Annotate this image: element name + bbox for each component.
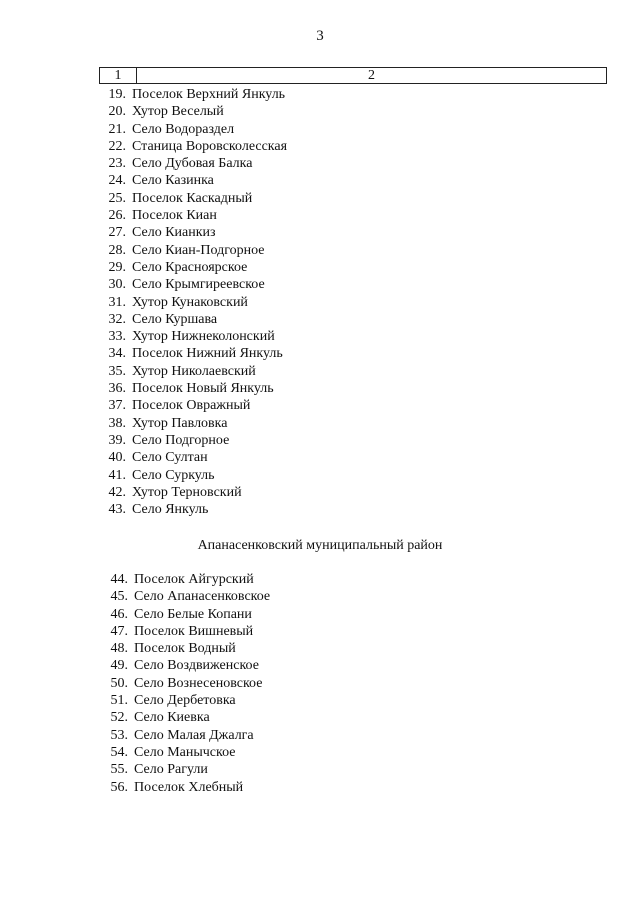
- list-item: [0, 640, 270, 657]
- item-number: 56.: [110, 779, 128, 795]
- list-item: [0, 86, 287, 103]
- settlement-list-2: [0, 571, 270, 796]
- list-item: [0, 744, 270, 761]
- item-number: 22.: [108, 138, 126, 154]
- item-name: Село Дубовая Балка: [132, 156, 253, 172]
- item-number: 39.: [108, 432, 126, 448]
- item-name: Село Вознесеновское: [134, 675, 263, 691]
- list-item: [0, 345, 287, 362]
- item-name: Поселок Нижний Янкуль: [132, 346, 283, 362]
- item-name: Поселок Вишневый: [134, 623, 254, 639]
- item-number: 52.: [110, 710, 128, 726]
- list-item: [0, 172, 287, 189]
- list-item: [0, 224, 287, 241]
- list-item: [0, 761, 270, 778]
- item-number: 38.: [108, 415, 126, 431]
- list-item: [0, 380, 287, 397]
- item-name: Село Киан-Подгорное: [132, 242, 265, 258]
- item-name: Село Куршава: [132, 311, 218, 327]
- item-number: 42.: [108, 484, 126, 500]
- list-item: [0, 571, 270, 588]
- item-name: Поселок Верхний Янкуль: [132, 87, 286, 102]
- table-header-col2: 2: [368, 68, 375, 83]
- item-number: 31.: [108, 294, 126, 310]
- item-name: Село Малая Джалга: [134, 727, 254, 743]
- settlement-list-1: [0, 86, 287, 518]
- list-item: [0, 363, 287, 380]
- item-number: 54.: [110, 744, 128, 760]
- list-item: [0, 449, 287, 466]
- item-name: Село Воздвиженское: [134, 658, 259, 674]
- item-name: Хутор Терновский: [132, 484, 242, 500]
- item-number: 45.: [110, 589, 128, 605]
- item-number: 35.: [108, 363, 126, 379]
- list-item: [0, 623, 270, 640]
- list-item: [0, 259, 287, 276]
- item-name: Хутор Нижнеколонский: [132, 329, 275, 345]
- item-name: Хутор Николаевский: [132, 363, 256, 379]
- item-name: Село Султан: [132, 450, 208, 466]
- item-number: 34.: [108, 346, 126, 362]
- item-number: 27.: [108, 225, 126, 241]
- item-number: 55.: [110, 762, 128, 778]
- list-item: [0, 484, 287, 501]
- item-number: 36.: [108, 381, 126, 397]
- list-item: [0, 501, 287, 518]
- item-name: Село Манычское: [134, 744, 236, 760]
- item-name: Село Красноярское: [132, 259, 248, 275]
- item-number: 21.: [108, 121, 126, 137]
- item-name: Хутор Павловка: [132, 415, 228, 431]
- item-number: 53.: [110, 727, 128, 743]
- item-name: Поселок Киан: [132, 208, 217, 224]
- list-item: [0, 242, 287, 259]
- item-name: Село Апанасенковское: [134, 589, 271, 605]
- item-name: Село Казинка: [132, 173, 214, 189]
- item-name: Станица Воровсколесская: [132, 138, 288, 154]
- item-number: 48.: [110, 641, 128, 657]
- section-title: Апанасенковский муниципальный район: [197, 538, 443, 553]
- item-number: 43.: [108, 502, 126, 518]
- item-name: Поселок Овражный: [132, 398, 251, 414]
- item-number: 20.: [108, 104, 126, 120]
- item-number: 37.: [108, 398, 126, 414]
- list-item: [0, 415, 287, 432]
- item-name: Хутор Веселый: [132, 104, 224, 120]
- item-name: Поселок Хлебный: [134, 779, 244, 795]
- item-name: Село Янкуль: [132, 502, 209, 518]
- item-number: 47.: [110, 623, 128, 639]
- item-number: 41.: [108, 467, 126, 483]
- item-name: Село Водораздел: [132, 121, 235, 137]
- list-item: [0, 657, 270, 674]
- item-number: 49.: [110, 658, 128, 674]
- item-name: Село Дербетовка: [134, 693, 236, 709]
- item-number: 40.: [108, 450, 126, 466]
- table-header-col1: 1: [100, 68, 137, 83]
- item-name: Село Суркуль: [132, 467, 215, 483]
- item-name: Поселок Айгурский: [134, 572, 254, 587]
- item-name: Поселок Каскадный: [132, 190, 253, 206]
- item-name: Село Киевка: [134, 710, 210, 726]
- item-name: Поселок Водный: [134, 641, 236, 657]
- item-number: 26.: [108, 208, 126, 224]
- item-name: Село Кианкиз: [132, 225, 216, 241]
- item-number: 23.: [108, 156, 126, 172]
- list-item: [0, 138, 287, 155]
- table-header: [99, 67, 607, 84]
- item-name: Село Рагули: [134, 762, 208, 778]
- item-name: Село Крымгиреевское: [132, 277, 265, 293]
- list-item: [0, 727, 270, 744]
- list-item: [0, 311, 287, 328]
- list-item: [0, 588, 270, 605]
- item-name: Поселок Новый Янкуль: [132, 381, 274, 397]
- list-item: [0, 276, 287, 293]
- list-item: [0, 155, 287, 172]
- item-number: 19.: [108, 87, 126, 102]
- list-item: [0, 207, 287, 224]
- item-number: 28.: [108, 242, 126, 258]
- page-number: 3: [316, 28, 324, 44]
- item-number: 51.: [110, 693, 128, 709]
- item-number: 32.: [108, 311, 126, 327]
- list-item: [0, 328, 287, 345]
- item-number: 44.: [110, 572, 128, 587]
- list-item: [0, 709, 270, 726]
- list-item: [0, 103, 287, 120]
- list-item: [0, 294, 287, 311]
- item-number: 25.: [108, 190, 126, 206]
- list-item: [0, 121, 287, 138]
- item-number: 24.: [108, 173, 126, 189]
- list-item: [0, 606, 270, 623]
- list-item: [0, 432, 287, 449]
- list-item: [0, 397, 287, 414]
- item-number: 33.: [108, 329, 126, 345]
- list-item: [0, 190, 287, 207]
- item-name: Село Белые Копани: [134, 606, 252, 622]
- item-name: Село Подгорное: [132, 432, 230, 448]
- list-item: [0, 467, 287, 484]
- list-item: [0, 692, 270, 709]
- list-item: [0, 779, 270, 796]
- item-name: Хутор Кунаковский: [132, 294, 248, 310]
- item-number: 30.: [108, 277, 126, 293]
- item-number: 29.: [108, 259, 126, 275]
- item-number: 50.: [110, 675, 128, 691]
- item-number: 46.: [110, 606, 128, 622]
- list-item: [0, 675, 270, 692]
